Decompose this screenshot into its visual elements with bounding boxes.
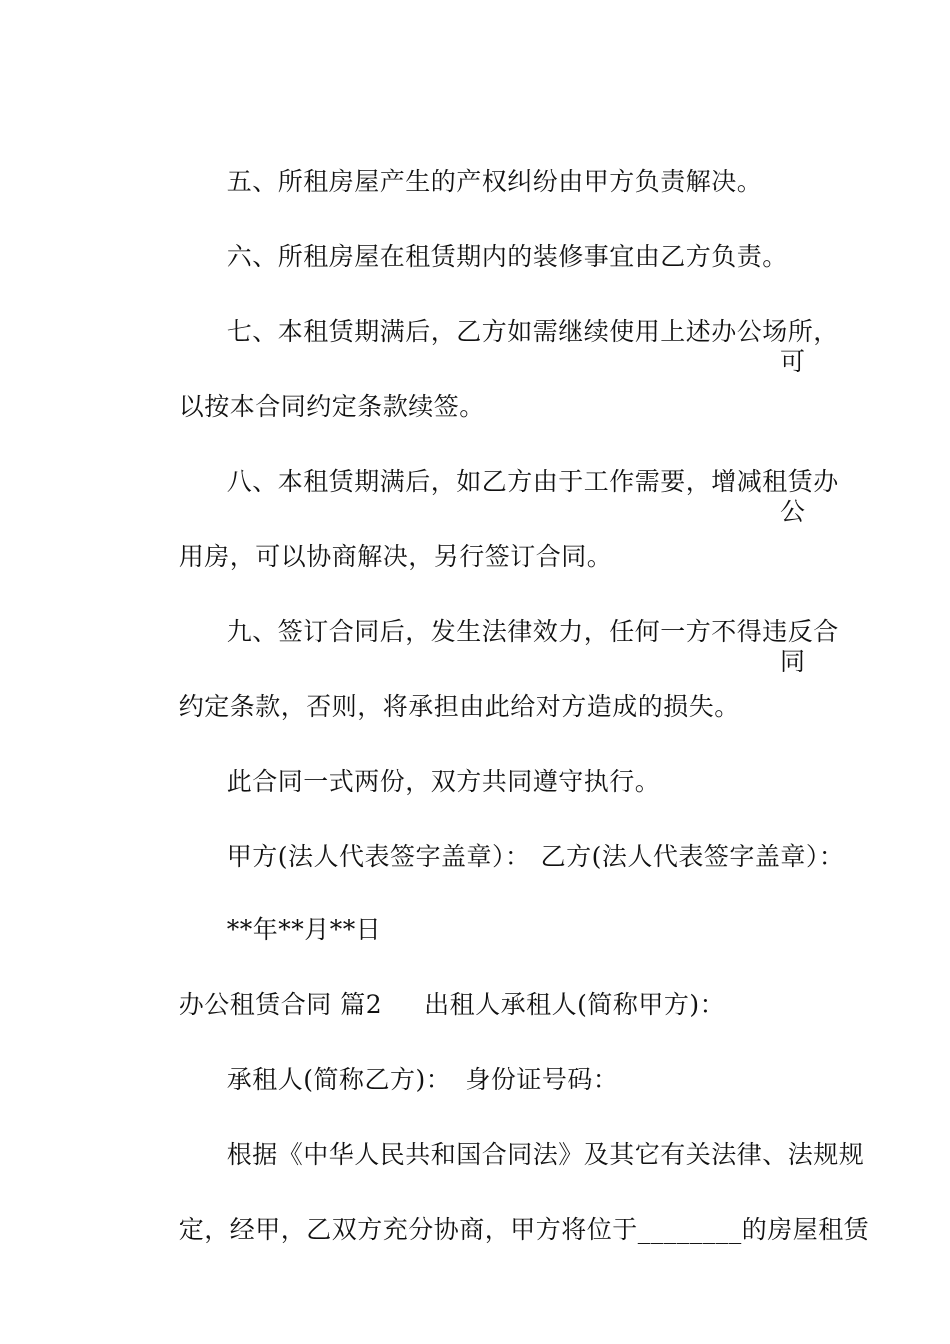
lessor-label: 出租人承租人(简称甲方)：: [424, 990, 726, 1019]
section-2-title: 办公租赁合同 篇2: [178, 990, 383, 1019]
party-a-signature: 甲方(法人代表签字盖章）：: [226, 842, 531, 871]
clause-9-text: 九、签订合同后，发生法律效力，任何一方不得违反合: [226, 617, 839, 646]
clause-7-continuation: 以按本合同约定条款续签。: [178, 392, 485, 421]
copies-statement-text: 此合同一式两份，双方共同遵守执行。: [226, 767, 661, 796]
legal-basis-continuation: 定，经甲，乙双方充分协商，甲方将位于________的房屋租赁: [178, 1215, 870, 1244]
date-text: **年**月**日: [226, 915, 382, 944]
lessee-label: 承租人(简称乙方)：: [226, 1065, 452, 1094]
id-number-label: 身份证号码：: [465, 1065, 619, 1094]
clause-6-text: 六、所租房屋在租赁期内的装修事宜由乙方负责。: [226, 242, 788, 271]
legal-basis-line-2: [0, 1185, 950, 1275]
clause-7-text: 七、本租赁期满后，乙方如需继续使用上述办公场所，: [226, 317, 839, 346]
clause-9-trailing-char: 同: [780, 647, 806, 676]
clause-5-text: 五、所租房屋产生的产权纠纷由甲方负责解决。: [226, 167, 763, 196]
legal-basis-text: 根据《中华人民共和国合同法》及其它有关法律、法规规: [226, 1140, 865, 1169]
clause-8-continuation: 用房，可以协商解决，另行签订合同。: [178, 542, 613, 571]
party-b-signature: 乙方(法人代表签字盖章）：: [540, 842, 845, 871]
clause-7-trailing-char: 可: [780, 347, 806, 376]
clause-9-continuation: 约定条款，否则，将承担由此给对方造成的损失。: [178, 692, 740, 721]
clause-8-trailing-char: 公: [780, 497, 806, 526]
clause-8-text: 八、本租赁期满后，如乙方由于工作需要，增减租赁办: [226, 467, 839, 496]
